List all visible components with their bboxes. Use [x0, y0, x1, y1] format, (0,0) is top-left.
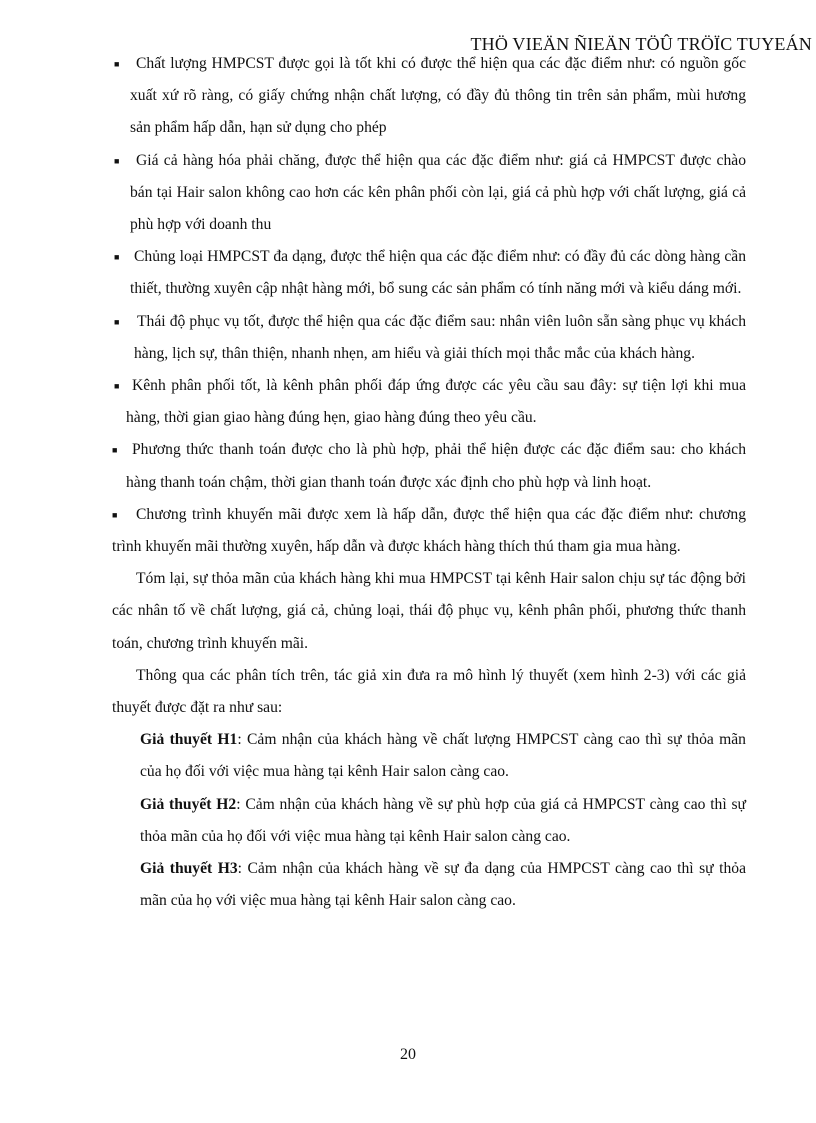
bullet-text: Chương trình khuyến mãi được xem là hấp dẫn, được thể hiện qua các đặc điểm như: chương trình khuyến mãi thường xuyên, hấp dẫn và được khách hàng thích thú tham gia mua hàng.: [112, 505, 746, 556]
hypothesis-text: : Cảm nhận của khách hàng về sự đa dạng của HMPCST càng cao thì sự thỏa mãn của họ với việc mua hàng tại kênh Hair salon càng cao.: [140, 860, 746, 910]
page-number: 20: [400, 1046, 416, 1063]
library-watermark: THÖ VIEÄN ÑIEÄN TÖÛ TRÖÏC TUYEÁN: [470, 34, 812, 54]
bullet-price: [112, 145, 746, 242]
bullet-marker-icon: ■: [112, 509, 118, 520]
bullet-marker-icon: ■: [114, 155, 120, 166]
bullet-variety: [112, 241, 746, 305]
hypothesis-h2: [112, 789, 746, 853]
hypothesis-label: Giả thuyết H1: [140, 731, 238, 749]
intro-paragraph: Thông qua các phân tích trên, tác giả xin đưa ra mô hình lý thuyết (xem hình 2-3) với các giả thuyết được đặt ra như sau:: [112, 666, 746, 717]
bullet-marker-icon: ■: [114, 316, 120, 327]
bullet-service-attitude: [112, 306, 746, 370]
bullet-marker-icon: ■: [114, 381, 120, 392]
bullet-text: Chủng loại HMPCST đa dạng, được thể hiện qua các đặc điểm như: có đầy đủ các dòng hàng cần thiết, thường xuyên cập nhật hàng mới, bổ sung các sản phẩm có tính năng mới và kiểu dáng mới.: [130, 248, 746, 298]
hypothesis-text: : Cảm nhận của khách hàng về chất lượng HMPCST càng cao thì sự thỏa mãn của họ đối với việc mua hàng tại kênh Hair salon càng cao.: [140, 731, 746, 781]
bullet-text: Phương thức thanh toán được cho là phù hợp, phải thể hiện được các đặc điểm sau: cho khách hàng thanh toán chậm, thời gian thanh toán được xác định cho phù hợp và linh hoạt.: [126, 441, 746, 491]
hypothesis-label: Giả thuyết H3: [140, 860, 238, 878]
bullet-marker-icon: ■: [114, 252, 120, 263]
bullet-text: Kênh phân phối tốt, là kênh phân phối đáp ứng được các yêu cầu sau đây: sự tiện lợi khi mua hàng, thời gian giao hàng đúng hẹn, giao hàng đúng theo yêu cầu.: [126, 377, 746, 427]
hypothesis-h1: [112, 724, 746, 788]
hypothesis-h3: [112, 853, 746, 917]
bullet-marker-icon: ■: [112, 445, 118, 456]
bullet-payment-method: [112, 434, 746, 498]
summary-paragraph: Tóm lại, sự thỏa mãn của khách hàng khi mua HMPCST tại kênh Hair salon chịu sự tác động bởi các nhân tố về chất lượng, giá cả, chủng loại, thái độ phục vụ, kênh phân phối, phương thức thanh toán, chương trình khuyến mãi.: [112, 570, 746, 652]
bullet-text: Thái độ phục vụ tốt, được thể hiện qua các đặc điểm sau: nhân viên luôn sẵn sàng phục vụ khách hàng, lịch sự, thân thiện, nhanh nhẹn, am hiểu và giải thích mọi thắc mắc của khách hàng.: [134, 312, 746, 362]
hypothesis-label: Giả thuyết H2: [140, 795, 237, 813]
document-body: [112, 48, 746, 917]
bullet-quality: [112, 48, 746, 145]
hypothesis-text: : Cảm nhận của khách hàng về sự phù hợp của giá cả HMPCST càng cao thì sự thỏa mãn của họ đối với việc mua hàng tại kênh Hair salon càng cao.: [140, 795, 746, 845]
bullet-distribution-channel: [112, 370, 746, 434]
bullet-text: Chất lượng HMPCST được gọi là tốt khi có được thể hiện qua các đặc điểm như: có nguồn gốc xuất xứ rõ ràng, có giấy chứng nhận chất lượng, có đầy đủ thông tin trên sản phẩm, mùi hương sản phẩm hấp dẫn, hạn sử dụng cho phép: [130, 55, 746, 137]
bullet-text: Giá cả hàng hóa phải chăng, được thể hiện qua các đặc điểm như: giá cả HMPCST được chào bán tại Hair salon không cao hơn các kên phân phối còn lại, giá cả phù hợp với chất lượng, giá cả phù hợp với doanh thu: [130, 151, 746, 234]
bullet-promotion: [112, 499, 746, 563]
bullet-marker-icon: ■: [114, 59, 120, 69]
